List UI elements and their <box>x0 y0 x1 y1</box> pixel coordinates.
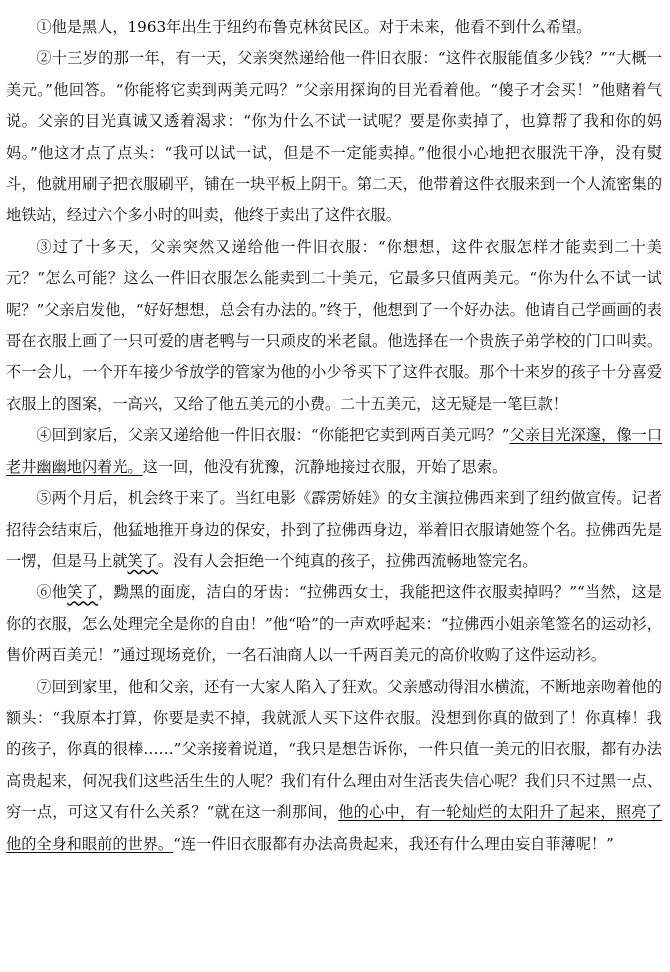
wavy-underlined-word: 笑了 <box>67 583 99 602</box>
wavy-underlined-word: 笑了 <box>127 551 158 570</box>
paragraph-1 <box>6 12 662 43</box>
underlined-sentence: 他的心中，有一轮灿烂的太阳升了起来，照亮了他的全身和眼前的世界。 <box>6 803 663 853</box>
paragraph-4 <box>6 420 662 483</box>
paragraph-text: ②十三岁的那一年，有一天，父亲突然递给他一件旧衣服：“这件衣服能值多少钱？”“大概一美元。”他回答。“你能将它卖到两美元吗？”父亲用探询的目光看着他。“傻子才会买！”他赌着气说。父亲的目光真诚又透着渴求：“你为什么不试一试呢？要是你卖掉了，也算帮了我和你的妈妈。”他这才点了点头：“我可以试一试，但是不一定能卖掉。”他很小心地把衣服洗干净，没有熨斗，他就用刷子把衣服刷平，铺在一块平板上阴干。第二天，他带着这件衣服来到一个人流密集的地铁站，经过六个多小时的叫卖，他终于卖出了这件衣服。 <box>6 49 662 225</box>
paragraph-text: ⑤两个月后，机会终于来了。当红电影《霹雳娇娃》的女主演拉佛西来到了纽约做宣传。记者招待会结束后，他猛地推开身边的保安，扑到了拉佛西身边，举着旧衣服请她签个名。拉佛西先是一愣，但是马上就 <box>6 489 662 570</box>
paragraph-text: 。没有人会拒绝一个纯真的孩子，拉佛西流畅地签完名。 <box>157 551 538 570</box>
paragraph-text: ⑥他 <box>36 583 68 602</box>
paragraph-6 <box>6 577 662 671</box>
paragraph-text: ①他是黑人，1963年出生于纽约布鲁克林贫民区。对于未来，他看不到什么希望。 <box>36 18 592 36</box>
paragraph-text: ④回到家后，父亲又递给他一件旧衣服：“你能把它卖到两百美元吗？” <box>36 426 510 445</box>
paragraph-text: ⑦回到家里，他和父亲，还有一大家人陷入了狂欢。父亲感动得泪水横流，不断地亲吻着他的额头：“我原本打算，你要是卖不掉，我就派人买下这件衣服。没想到你真的做到了！你真棒！我的孩子，你真的很棒……”父亲接着说道，“我只是想告诉你，一件只值一美元的旧衣服，都有办法高贵起来，何况我们这些活生生的人呢？我们有什么理由对生活丧失信心呢？我们只不过黑一点、穷一点，可这又有什么关系？”就在这一刹那间， <box>6 677 662 822</box>
paragraph-7 <box>6 672 662 860</box>
paragraph-5 <box>6 483 662 577</box>
paragraph-2 <box>6 43 662 231</box>
paragraph-text: “连一件旧衣服都有办法高贵起来，我还有什么理由妄自菲薄呢！” <box>173 834 614 853</box>
underlined-sentence: 父亲目光深邃，像一口老井幽幽地闪着光。 <box>6 426 663 476</box>
paragraph-3 <box>6 232 662 420</box>
paragraph-text: ，黝黑的面庞，洁白的牙齿：“拉佛西女士，我能把这件衣服卖掉吗？”“当然，这是你的衣服，怎么处理完全是你的自由！”他“哈”的一声欢呼起来：“拉佛西小姐亲笔签名的运动衫，售价两百美元！”通过现场竞价，一名石油商人以一千两百美元的高价收购了这件运动衫。 <box>6 583 662 665</box>
paragraph-text: ③过了十多天，父亲突然又递给他一件旧衣服：“你想想，这件衣服怎样才能卖到二十美元？”怎么可能？这么一件旧衣服怎么能卖到二十美元，它最多只值两美元。“你为什么不试一试呢？”父亲启发他，“好好想想，总会有办法的。”终于，他想到了一个好办法。他请自己学画画的表哥在衣服上画了一只可爱的唐老鸭与一只顽皮的米老鼠。他选择在一个贵族子弟学校的门口叫卖。不一会儿，一个开车接少爷放学的管家为他的小少爷买下了这件衣服。那个十来岁的孩子十分喜爱衣服上的图案，一高兴，又给了他五美元的小费。二十五美元，这无疑是一笔巨款！ <box>6 237 662 413</box>
paragraph-text: 这一回，他没有犹豫，沉静地接过衣服，开始了思索。 <box>142 457 508 476</box>
